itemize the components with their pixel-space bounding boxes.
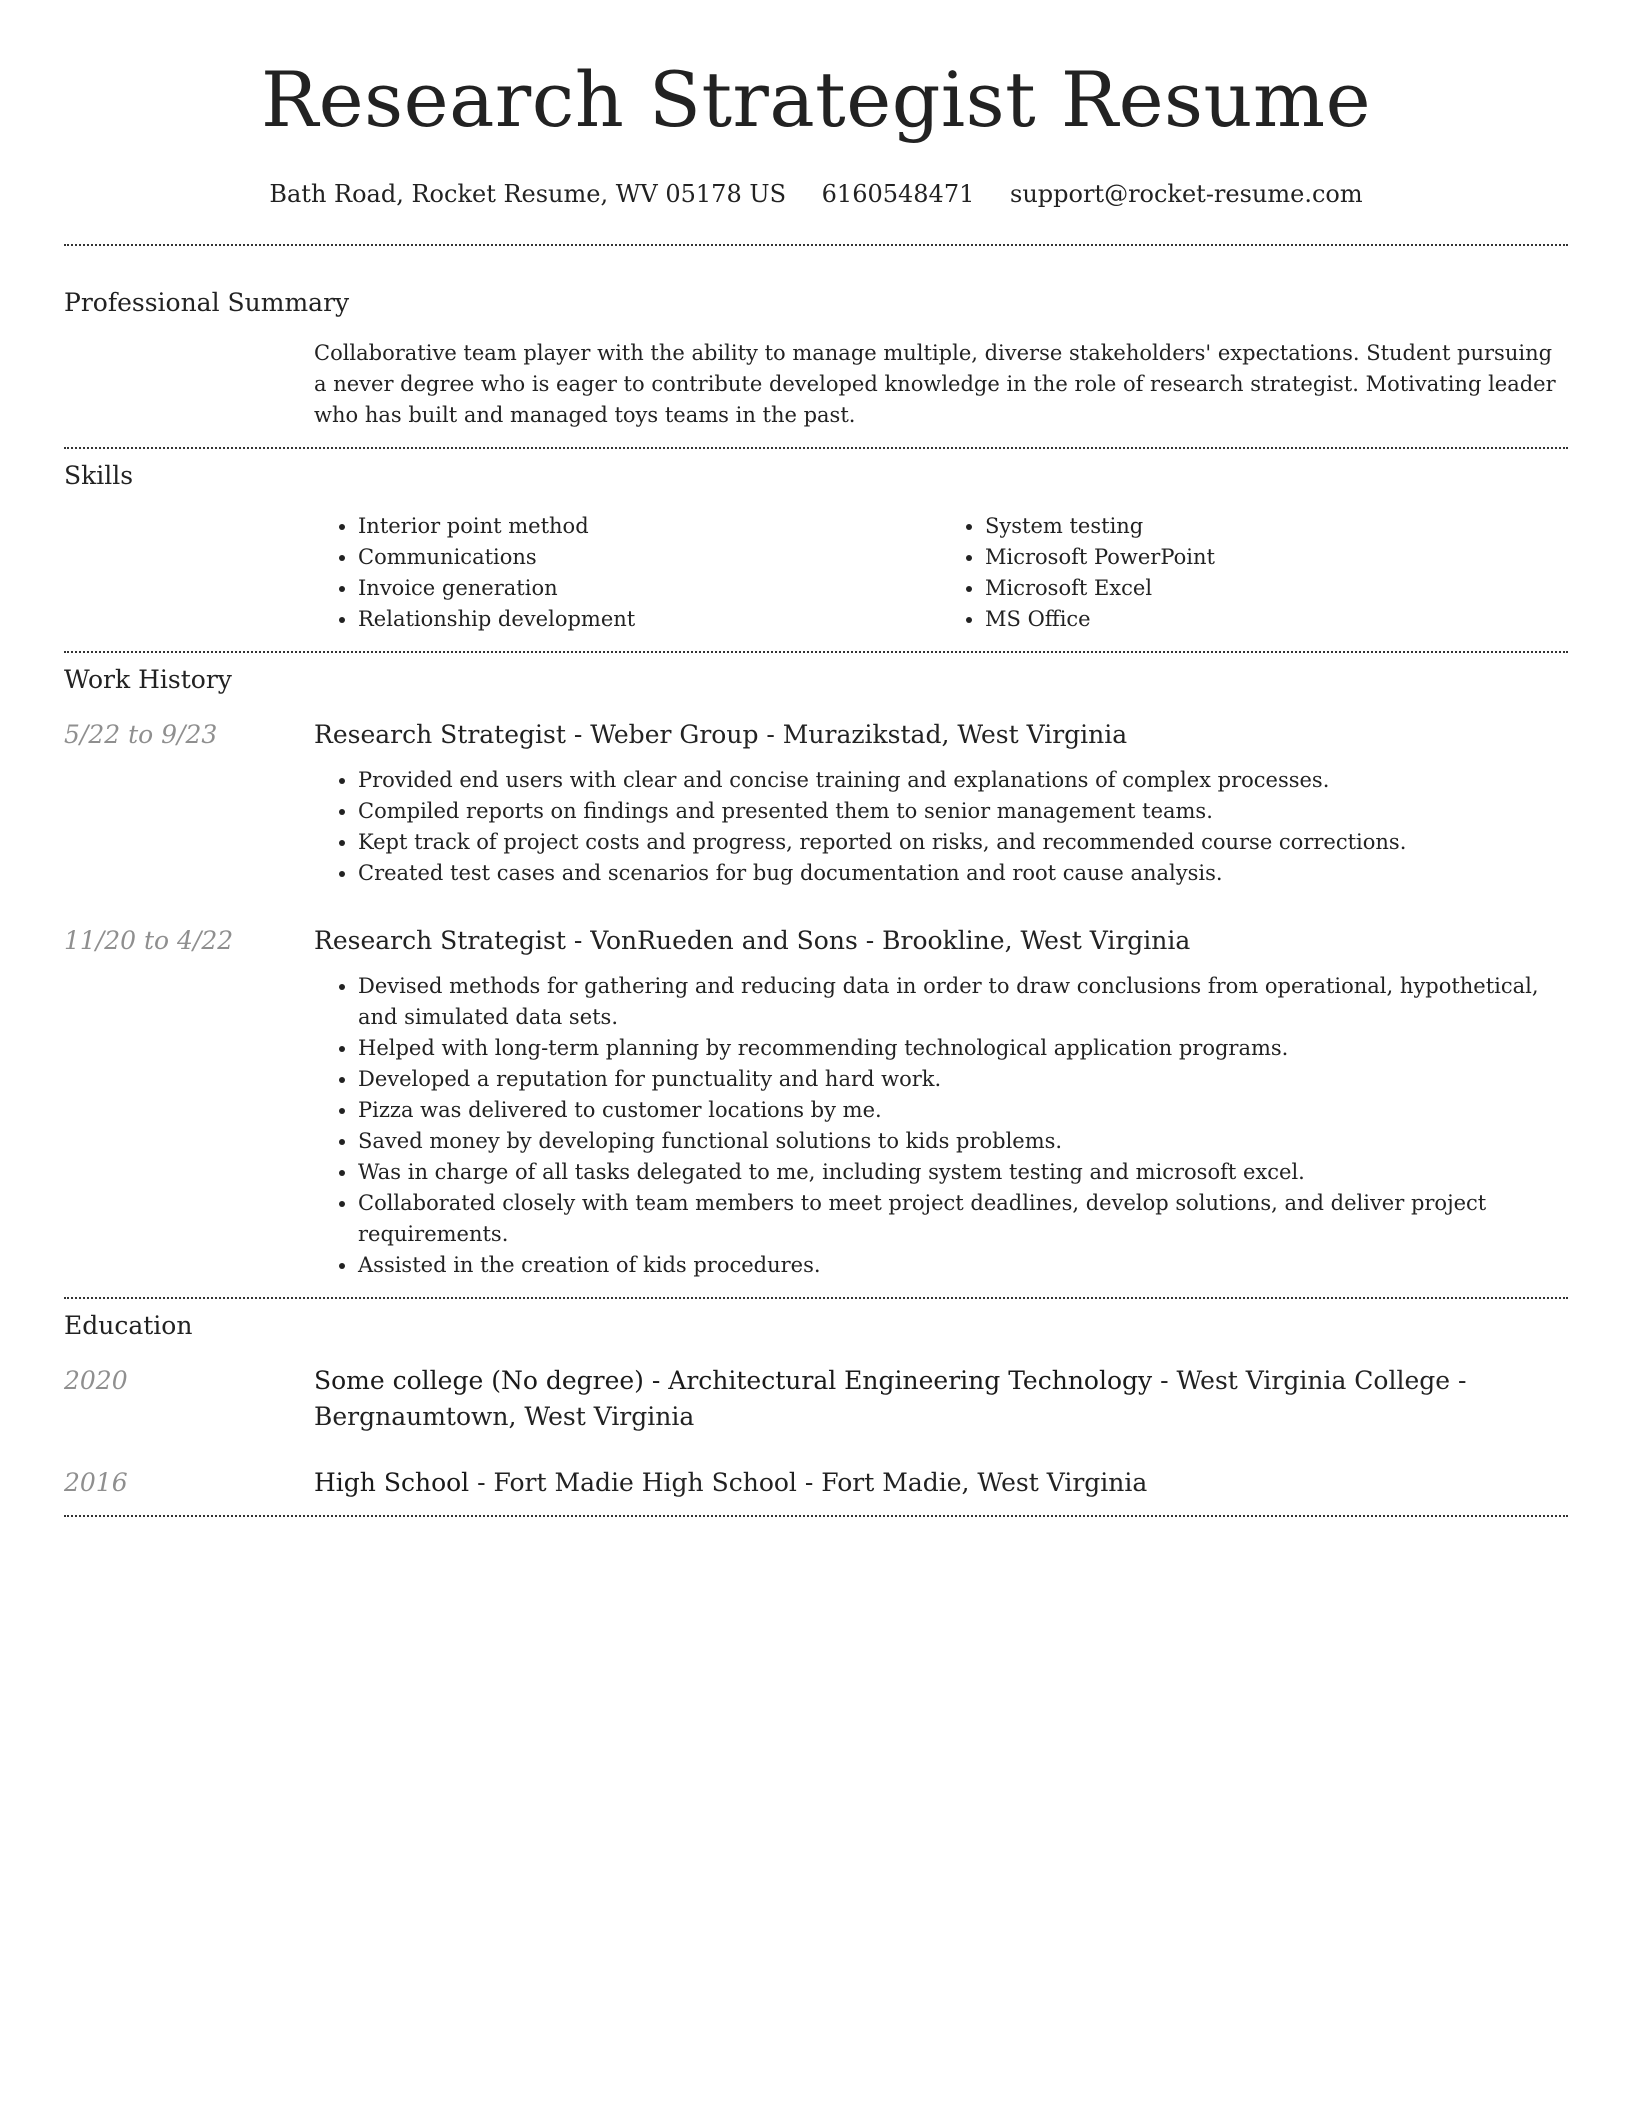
job-entry bbox=[64, 923, 1568, 1281]
list-item: • Assisted in the creation of kids procedures. bbox=[358, 1250, 1568, 1281]
skills-list-right bbox=[941, 511, 1568, 635]
job-bullets bbox=[314, 765, 1568, 889]
divider bbox=[64, 1515, 1568, 1517]
education-heading bbox=[314, 1465, 1568, 1501]
contact-address: Bath Road, Rocket Resume, WV 05178 US bbox=[269, 180, 787, 208]
education-body bbox=[314, 1363, 1568, 1435]
education-section bbox=[64, 1299, 1568, 1515]
list-item: • System testing bbox=[985, 511, 1568, 542]
list-item: • Invoice generation bbox=[358, 573, 941, 604]
skills-row bbox=[64, 511, 1568, 635]
contact-email: support@rocket-resume.com bbox=[1010, 180, 1363, 208]
list-item: • Pizza was delivered to customer locations by me. bbox=[358, 1095, 1568, 1126]
education-year: 2016 bbox=[64, 1468, 128, 1497]
list-item: • Communications bbox=[358, 542, 941, 573]
work-section bbox=[64, 653, 1568, 1297]
skills-section bbox=[64, 449, 1568, 651]
resume-title: Research Strategist Resume bbox=[260, 55, 1372, 144]
summary-spacer bbox=[64, 338, 314, 431]
education-heading bbox=[314, 1363, 1568, 1435]
education-school: - West Virginia College - Bergnaumtown, West Virginia bbox=[314, 1366, 1467, 1431]
job-dates: 11/20 to 4/22 bbox=[64, 926, 234, 955]
section-title-skills: Skills bbox=[64, 461, 134, 490]
list-item: • Was in charge of all tasks delegated to me, including system testing and microsoft excel. bbox=[358, 1157, 1568, 1188]
list-item: • Microsoft PowerPoint bbox=[985, 542, 1568, 573]
list-item: • Helped with long-term planning by recommending technological application programs. bbox=[358, 1033, 1568, 1064]
list-item: • Developed a reputation for punctuality and hard work. bbox=[358, 1064, 1568, 1095]
job-bullets bbox=[314, 971, 1568, 1281]
section-title-summary: Professional Summary bbox=[64, 288, 350, 317]
education-entry bbox=[64, 1465, 1568, 1501]
list-item: • MS Office bbox=[985, 604, 1568, 635]
summary-text: Collaborative team player with the ability to manage multiple, diverse stakeholders' expectations. Student pursuing a never degree who is eager to contribute developed knowledge in the role of research strategist. Motivating leader who has built and managed toys teams in the past. bbox=[314, 341, 1556, 427]
skills-grid bbox=[314, 511, 1568, 635]
education-entry bbox=[64, 1363, 1568, 1435]
list-item: • Saved money by developing functional solutions to kids problems. bbox=[358, 1126, 1568, 1157]
education-degree: High School bbox=[314, 1468, 470, 1497]
list-item: • Provided end users with clear and concise training and explanations of complex processes. bbox=[358, 765, 1568, 796]
skills-list-left bbox=[314, 511, 941, 635]
contact-phone: 6160548471 bbox=[821, 180, 975, 208]
job-heading: Research Strategist - VonRueden and Sons - Brookline, West Virginia bbox=[314, 926, 1191, 955]
list-item: • Compiled reports on findings and presented them to senior management teams. bbox=[358, 796, 1568, 827]
job-dates: 5/22 to 9/23 bbox=[64, 720, 218, 749]
job-body bbox=[314, 717, 1568, 889]
job-body bbox=[314, 923, 1568, 1281]
summary-body bbox=[314, 338, 1568, 431]
list-item: • Relationship development bbox=[358, 604, 941, 635]
list-item: • Created test cases and scenarios for bug documentation and root cause analysis. bbox=[358, 858, 1568, 889]
job-entry bbox=[64, 717, 1568, 889]
list-item: • Microsoft Excel bbox=[985, 573, 1568, 604]
education-degree: Some college (No degree) - Architectural Engineering Technology bbox=[314, 1366, 1153, 1395]
list-item: • Interior point method bbox=[358, 511, 941, 542]
summary-row bbox=[64, 338, 1568, 431]
section-title-education: Education bbox=[64, 1311, 193, 1340]
summary-section bbox=[64, 246, 1568, 447]
list-item: • Kept track of project costs and progress, reported on risks, and recommended course corrections. bbox=[358, 827, 1568, 858]
education-year: 2020 bbox=[64, 1366, 128, 1395]
list-item: • Collaborated closely with team members to meet project deadlines, develop solutions, and deliver project requirements. bbox=[358, 1188, 1568, 1250]
job-heading: Research Strategist - Weber Group - Murazikstad, West Virginia bbox=[314, 720, 1128, 749]
list-item: • Devised methods for gathering and reducing data in order to draw conclusions from operational, hypothetical, and simulated data sets. bbox=[358, 971, 1568, 1033]
skills-spacer bbox=[64, 511, 314, 635]
education-body bbox=[314, 1465, 1568, 1501]
contact-line bbox=[64, 178, 1568, 210]
section-title-work: Work History bbox=[64, 665, 232, 694]
education-school: - Fort Madie High School - Fort Madie, West Virginia bbox=[469, 1468, 1148, 1497]
